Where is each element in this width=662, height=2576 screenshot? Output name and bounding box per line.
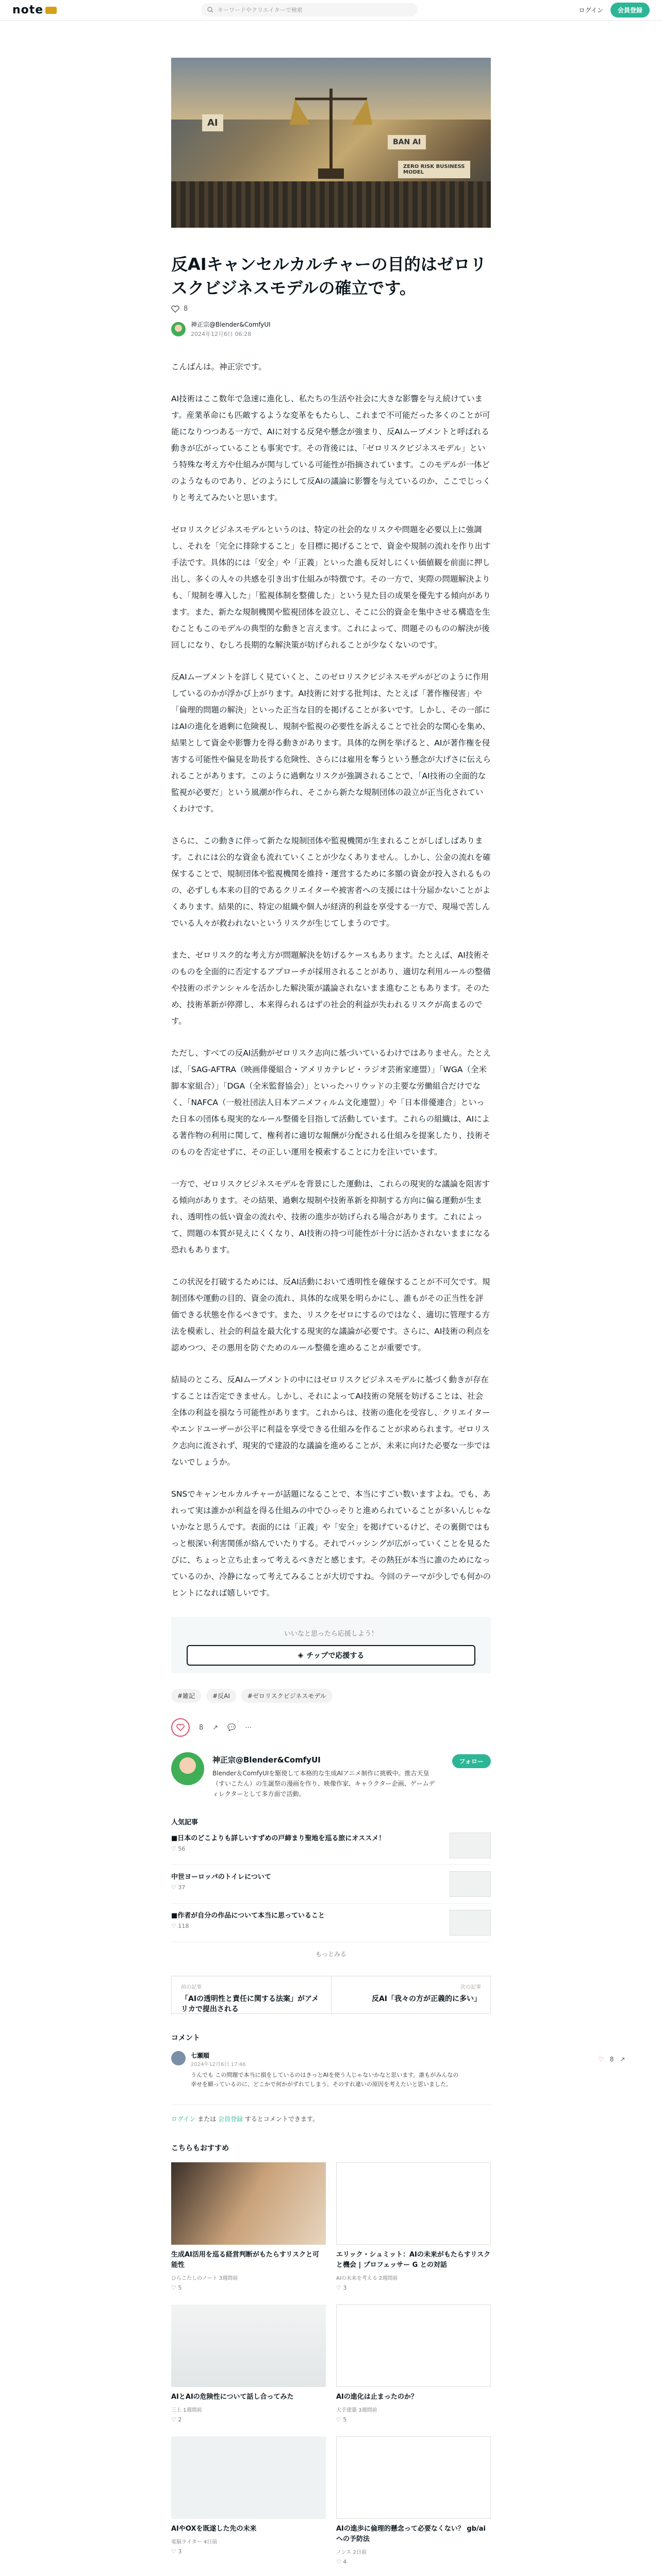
recommend-author: 三上 1週間前 [171,2408,202,2413]
hero-sign-ai: AI [202,114,223,131]
popular-title: 中世ヨーロッパのトイレについて [171,1873,271,1881]
scales-of-justice-icon [290,78,372,181]
thumbnail [171,2304,326,2387]
popular-title: ■作者が自分の作品について本当に思っていること [171,1912,325,1920]
popular-heading: 人気記事 [171,1819,198,1826]
signup-link[interactable]: 会員登録 [218,2115,243,2123]
list-item[interactable] [171,1904,491,1942]
thumbnail [171,2436,326,2519]
login-note-text: または [197,2115,217,2123]
author-name[interactable]: 神正宗@Blender&ComfyUI [191,321,271,328]
recommend-heading: こちらもおすすめ [171,2144,229,2153]
paragraph: こんばんは。神正宗です。 [171,362,267,371]
paragraph: ただし、すべての反AI活動がゼロリスク志向に基づいているわけではありません。たとえば、「SAG-AFTRA（映画俳優組合・アメリカテレビ・ラジオ芸術家連盟）」「WGA（全米脚本家組合）」「DGA（全米監督協会）」といったハリウッドの主要な労働組合だけでなく、「NAFCA（一般社団法人日本アニメフィルム文化連盟）」や「日本俳優連合」といった日本の団体も現実的なルール整備を目指して活動しています。これらの組織は、AIによる著作物の利用に関して、権利者に適切な報酬が分配される仕組みを提案したり、技術そのものを否定せずに、その正しい運用を模索することに力を注いでいます。 [171,1048,491,1157]
heart-icon [176,1724,185,1731]
comment [171,2051,491,2089]
article-nav [171,1976,491,2014]
recommend-title: AIとAIの危険性について話し合ってみた [171,2393,294,2401]
share-icon[interactable]: ↗ [620,2056,625,2063]
paragraph: AI技術はここ数年で急速に進化し、私たちの生活や社会に大きな影響を与え続けています。産業革命にも匹敵するような変革をもたらし、これまで不可能だった多くのことが可能になりつつある一方で、AIに対する反発や懸念が強まり、反AIムーブメントと呼ばれる動きが広がっていることも事実です。その背後には、「ゼロリスクビジネスモデル」という特殊な考え方や仕組みが関与している可能性が指摘されています。このモデルが一体どのようなものであり、どのようにして反AIの議論に影響を与えているのか、ここでじっくりと考えてみたいと思います。 [171,394,491,502]
like-count: 8 [199,1723,204,1732]
share-icon[interactable]: ↗ [212,1723,219,1732]
like-count: 8 [184,305,188,313]
paragraph: SNSでキャンセルカルチャーが話題になることで、本当にすごい数いますよね。でも、あれって実は誰かが利益を得る仕組みの中でひっそりと進められていることが多いんじゃないかなと思うんです。表面的には「正義」や「安全」を掲げているけど、その裏側ではもっと根深い利害関係が絡んでいたりする。それでバッシングが広がっていくことを見るたびに、ちょっと立ち止まって考えるべきだと感じます。その熱狂が本当に誰のためになっているのか、冷静になって考えてみることが大切ですね。今回のテーマが少しでも何かのヒントになれば嬉しいです。 [171,1489,491,1598]
search-input[interactable] [201,3,418,16]
recommend-grid [171,2162,491,2565]
popular-likes: ♡ 118 [171,1923,189,1929]
next-title: 反AI「我々の方が正義的に多い」 [371,1995,481,2003]
search-placeholder: キーワードやクリエイターで検索 [218,7,303,13]
comment-login-note [171,2105,491,2123]
publish-date: 2024年12月6日 06:28 [191,331,252,337]
tag[interactable]: #反AI [206,1689,236,1703]
recommend-author: AIの未来を考える 2週間前 [336,2276,398,2281]
thumbnail [450,1910,491,1936]
tip-section [171,1617,491,1673]
article-body [171,359,491,1601]
popular-title: ■日本のどこよりも詳しいすずめの戸締まり聖地を巡る旅にオススメ！ [171,1835,386,1842]
recommend-card[interactable] [336,2436,491,2565]
tag[interactable]: #ゼロリスクビジネスモデル [241,1689,333,1703]
article-actions [171,1718,491,1737]
recommend-card[interactable] [171,2436,326,2565]
thumbnail [450,1871,491,1897]
recommend-title: AIの進歩に倫理的懸念って必要なくない？ gb/aiへの予防法 [336,2525,486,2543]
like-button[interactable] [171,1718,190,1737]
heart-icon[interactable] [171,306,179,313]
logo-badge-icon [45,7,57,14]
thumbnail [171,2162,326,2245]
prev-article-link[interactable] [172,1976,332,2013]
coin-icon: ◈ [297,1651,304,1659]
recommend-author: ノンス 2日前 [336,2550,367,2555]
login-link[interactable]: ログイン [578,7,603,14]
tag[interactable]: #雑記 [171,1689,201,1703]
login-link[interactable]: ログイン [171,2115,196,2123]
list-item[interactable] [171,1865,491,1904]
recommend-likes: ♡ 4 [336,2558,347,2565]
login-note-text: するとコメントできます。 [244,2115,319,2123]
more-link[interactable]: もっとみる [315,1951,346,1958]
prev-label: 前の記事 [181,1985,202,1990]
author-bio: Blender＆ComfyUIを駆使して本格的な生成AIアニメ制作に挑戦中。推古天皇（すいこたん）の生誕祭の漫画を作り、映像作家、キャラクター企画、ゲームディレクターとして多方面で活動。 [212,1770,435,1798]
paragraph: 一方で、ゼロリスクビジネスモデルを背景にした運動は、これらの現実的な議論を阻害する傾向があります。その結果、過剰な規制や技術革新を抑制する方向に偏る運動が生まれ、透明性の低い資金の流れや、技術の進歩が妨げられる場合があります。これによって、問題の本質が見えにくくなり、AI技術の持つ可能性が十分に活かされないままになる恐れもあります。 [171,1179,491,1255]
recommend-title: エリック・シュミット：AIの未来がもたらすリスクと機会 | プロフェッサー G との対話 [336,2251,491,2269]
popular-likes: ♡ 37 [171,1884,186,1891]
recommend-card[interactable] [171,2162,326,2291]
avatar[interactable] [171,322,186,336]
recommend-title: AIの進化は止まったのか？ [336,2393,418,2401]
paragraph: この状況を打破するためには、反AI活動において透明性を確保することが不可欠です。規制団体や運動の目的、資金の流れ、具体的な成果を明らかにし、誰もがその正当性を評価できる状態を作るべきです。また、リスクをゼロにするのではなく、適切に管理する方法を模索し、社会的利益を最大化する現実的な議論が必要です。さらに、AI技術の利点を認めつつ、その悪用を防ぐためのルール整備を進めることが重要です。 [171,1277,490,1352]
avatar[interactable] [171,1752,204,1785]
next-label: 次の記事 [460,1985,481,1990]
recommend-title: AIやOXを既遂した先の未来 [171,2525,257,2533]
recommend-author: 電脳ライター 4日前 [171,2539,218,2545]
comments-heading: コメント [171,2034,200,2042]
article-title: 反AIキャンセルカルチャーの目的はゼロリスクビジネスモデルの確立です。 [171,255,487,298]
comment-icon[interactable]: 💬 [227,1723,236,1732]
popular-list [171,1826,491,1942]
author-card [171,1752,491,1799]
recommend-card[interactable] [171,2304,326,2423]
heart-icon[interactable]: ♡ [598,2056,604,2063]
author-row [171,320,491,338]
thumbnail [336,2162,491,2245]
popular-likes: ♡ 56 [171,1845,186,1852]
next-article-link[interactable] [332,1976,491,2013]
site-header [0,0,662,21]
search-icon [207,7,213,13]
tip-button-label: チップで応援する [306,1652,365,1660]
author-name[interactable]: 神正宗@Blender&ComfyUI [212,1755,321,1765]
paragraph: さらに、この動きに伴って新たな規制団体や監視機関が生まれることがしばしばあります。これには公的な資金も流れていくことが少なくありません。しかし、公金の流れを確保することで、規制団体や監視機関を維持・運営するために多額の資金が投入されるものの、必ずしも本来の目的であるクリエイターや被害者への支援には十分届かないことがよくあります。結果的に、特定の組織や個人が経済的利益を享受する一方で、現場で苦しんでいる人々が救われないというリスクが生じてしまうのです。 [171,836,491,928]
tag-list [171,1689,491,1703]
hero-sign-zero-risk: ZERO RISK BUSINESS MODEL [398,161,470,178]
thumbnail [450,1833,491,1858]
recommend-title: 生成AI活用を巡る経営判断がもたらすリスクと可能性 [171,2251,320,2269]
paragraph: また、ゼロリスク的な考え方が問題解決を妨げるケースもあります。たとえば、AI技術そのものを全面的に否定するアプローチが採用されることがあり、適切な利用ルールの整備や技術のポテンシャルを活かした解決策が議論されないまま進むこともあります。そのため、技術革新が停滞し、本来得られるはずの社会的利益が失われるリスクが高まるのです。 [171,951,491,1026]
recommend-author: 大手建築 3週間前 [336,2408,377,2413]
paragraph: 反AIムーブメントを詳しく見ていくと、このゼロリスクビジネスモデルがどのように作用しているのかが浮かび上がります。AI技術に対する批判は、たとえば「著作権侵害」や「倫理的問題の解決」といった正当な目的を掲げることが多いです。しかし、その一部にはAIの進化を過剰に危険視し、規制や監視の必要性を訴えることで社会的な関心を集め、結果として資金や影響力を得る動きがあります。具体的な例を挙げると、AIが著作権を侵害する可能性や偏見を助長する危険性、さらには雇用を奪うという懸念が大げさに伝えられることがあります。このように過剰なリスクが強調されることで、「AI技術の全面的な監視が必要だ」という風潮が作られ、そこから新たな規制団体の設立が正当化されていくわけです。 [171,672,491,814]
recommend-likes: ♡ 5 [336,2416,347,2423]
list-item[interactable] [171,1826,491,1865]
prev-title: 「AIの透明性と責任に関する法案」がアメリカで提出される [181,1995,319,2013]
recommend-likes: ♡ 2 [171,2416,182,2423]
recommend-likes: ♡ 3 [171,2548,182,2555]
paragraph: ゼロリスクビジネスモデルというのは、特定の社会的なリスクや問題を必要以上に強調し、それを「完全に排除すること」を目標に掲げることで、資金や規制の流れを作り出す手法です。具体的には「安全」や「正義」といった誰も反対しにくい価値観を前面に押し出し、多くの人々の共感を引き出す仕組みが特徴です。その一方で、実際の問題解決よりも、「規制を導入した」「監視体制を整備した」という見た目の成果を優先する傾向があります。また、新たな規制機関や監視団体を設立し、そこに公的資金を集中させる構造を生むこともこのモデルの典型的な動きと言えます。これによって、問題そのものの解決が後回しになり、むしろ長期的な解決策が妨げられることが少なくないのです。 [171,525,491,650]
comment-date: 2024年12月6日 17:46 [191,2062,246,2067]
like-row [171,305,491,313]
thumbnail [336,2436,491,2519]
tip-button[interactable] [187,1645,475,1666]
like-count: 8 [609,2056,614,2063]
tip-prompt: いいなと思ったら応援しよう！ [284,1630,378,1638]
recommend-likes: ♡ 5 [171,2284,182,2291]
hero-image [171,58,491,228]
avatar[interactable] [171,2051,186,2065]
thumbnail [336,2304,491,2387]
site-logo[interactable]: note [12,4,57,16]
recommend-card[interactable] [336,2304,491,2423]
paragraph: 結局のところ、反AIムーブメントの中にはゼロリスクビジネスモデルに基づく動きが存在することは否定できません。しかし、それによってAI技術の発展を妨げることは、社会全体の利益を損なう可能性があります。これからは、技術の進化を受容し、クリエイターやエンドユーザーが公平に利益を享受できる仕組みを作ることが求められます。ゼロリスク志向に流されず、現実的で建設的な議論を進めることが、未来に向けた必要な一歩ではないでしょうか。 [171,1375,490,1467]
article [171,58,491,2565]
recommend-likes: ♡ 3 [336,2284,347,2291]
recommend-card[interactable] [336,2162,491,2291]
floating-actions [598,2056,625,2063]
signup-button[interactable]: 会員登録 [610,3,650,18]
recommend-author: ひらこたしのノート 3週間前 [171,2276,238,2281]
comment-text: うんでも この問題で本当に損をしているのはきっとAIを使う人じゃないかなと思います。誰もがみんなの幸せを願っているのに、どこかで何かがずれてしまう。そのすれ違いの原因を考えたいと思いました。 [191,2072,459,2088]
more-icon[interactable]: ⋯ [245,1723,252,1732]
hero-sign-ban: BAN AI [388,135,426,149]
follow-button[interactable]: フォロー [452,1754,491,1768]
commenter-name[interactable]: 七瀬順 [191,2052,210,2059]
